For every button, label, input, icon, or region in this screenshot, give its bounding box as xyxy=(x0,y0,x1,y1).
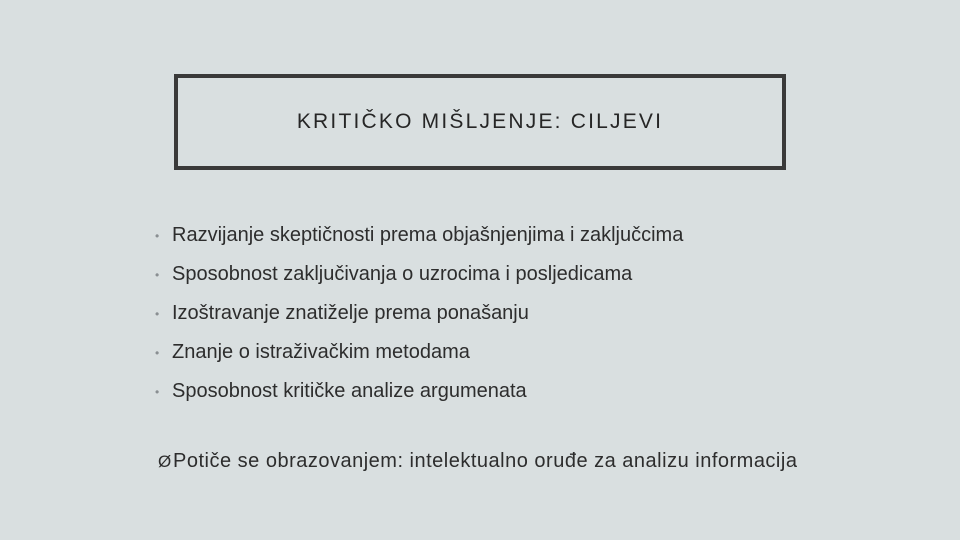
list-item xyxy=(155,333,683,372)
bullet-icon: • xyxy=(155,228,160,243)
bullet-icon: • xyxy=(155,384,160,399)
bullet-icon: • xyxy=(155,345,160,360)
list-item xyxy=(155,372,683,411)
list-item xyxy=(155,216,683,255)
bullet-text: Znanje o istraživačkim metodama xyxy=(172,341,470,363)
bullet-list xyxy=(155,216,683,411)
bullet-text: Sposobnost zaključivanja o uzrocima i posljedicama xyxy=(172,263,633,285)
bullet-icon: • xyxy=(155,267,160,282)
title-box xyxy=(174,74,786,170)
note-text: Potiče se obrazovanjem: intelektualno oruđe za analizu informacija xyxy=(173,450,798,472)
slide-title: KRITIČKO MIŠLJENJE: CILJEVI xyxy=(296,110,664,133)
list-item xyxy=(155,255,683,294)
bullet-icon: • xyxy=(155,306,160,321)
list-item xyxy=(155,294,683,333)
note-line xyxy=(158,450,797,473)
bullet-text: Razvijanje skeptičnosti prema objašnjenjima i zaključcima xyxy=(172,224,684,246)
bullet-text: Izoštravanje znatiželje prema ponašanju xyxy=(172,302,529,324)
arrow-bullet-icon: Ø xyxy=(158,451,172,471)
bullet-text: Sposobnost kritičke analize argumenata xyxy=(172,380,527,402)
